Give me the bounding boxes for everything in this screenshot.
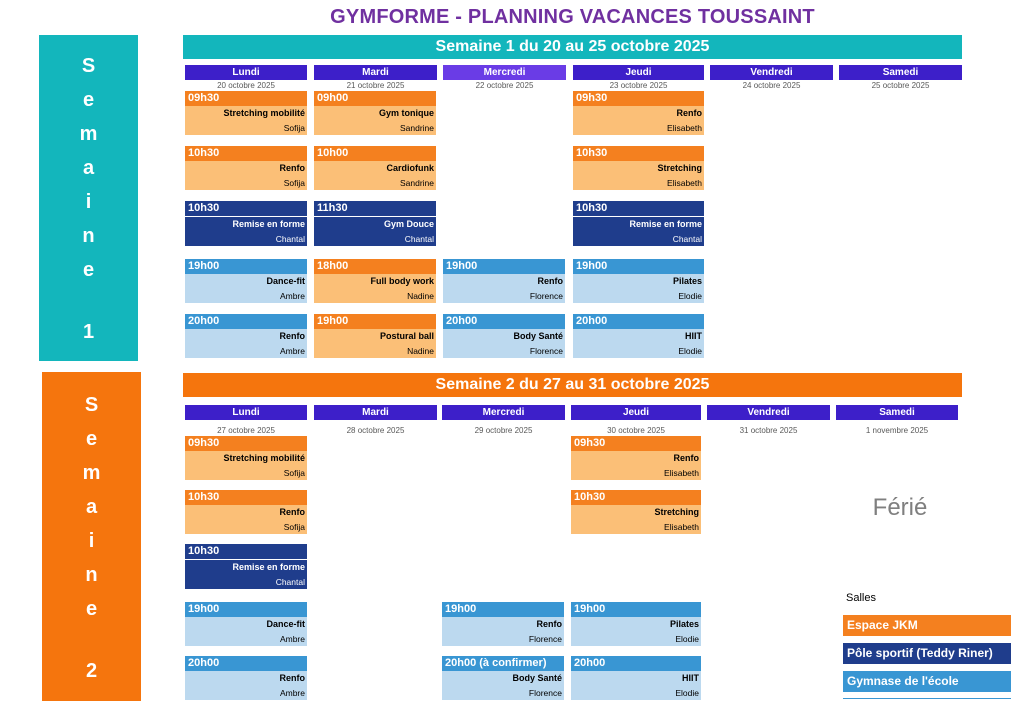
session-card <box>185 656 307 702</box>
session-card <box>314 91 436 137</box>
day-header-lundi: Lundi <box>185 405 307 420</box>
session-coach: Elisabeth <box>573 176 704 190</box>
session-card <box>314 146 436 192</box>
day-header-mardi: Mardi <box>314 65 437 80</box>
sidebar-letter: i <box>88 530 95 552</box>
sidebar-letter: i <box>85 191 92 213</box>
session-activity: Renfo <box>571 451 701 466</box>
session-coach: Sandrine <box>314 176 436 190</box>
session-coach: Nadine <box>314 344 436 358</box>
session-coach: Ambre <box>185 632 307 646</box>
session-time: 10h30 <box>571 490 701 505</box>
session-card <box>443 314 565 360</box>
session-activity: Cardiofunk <box>314 161 436 176</box>
day-header-jeudi: Jeudi <box>571 405 701 420</box>
session-time: 10h00 <box>314 146 436 161</box>
session-time: 10h30 <box>573 146 704 161</box>
session-time: 19h00 <box>185 602 307 617</box>
sidebar-letter: n <box>85 564 98 586</box>
day-date: 1 novembre 2025 <box>865 426 929 435</box>
session-card <box>185 314 307 360</box>
session-coach: Sofija <box>185 176 307 190</box>
day-date: 23 octobre 2025 <box>609 81 668 90</box>
session-coach: Chantal <box>314 232 436 246</box>
session-activity: Pilates <box>573 274 704 289</box>
session-coach: Ambre <box>185 289 307 303</box>
session-time: 10h30 <box>185 544 307 559</box>
session-card <box>185 201 307 247</box>
session-card <box>443 259 565 305</box>
session-activity: Stretching mobilité <box>185 451 307 466</box>
legend-title: Salles <box>846 592 876 604</box>
page-title: GYMFORME - PLANNING VACANCES TOUSSAINT <box>330 6 815 28</box>
session-activity: Renfo <box>573 106 704 121</box>
session-activity: Remise en forme <box>185 559 307 575</box>
session-activity: Renfo <box>185 505 307 520</box>
day-date: 29 octobre 2025 <box>474 426 533 435</box>
sidebar-letter: a <box>85 496 98 518</box>
session-activity: Renfo <box>443 274 565 289</box>
session-time: 10h30 <box>185 146 307 161</box>
session-coach: Elisabeth <box>573 121 704 135</box>
sidebar-letter: a <box>82 157 95 179</box>
session-time: 09h30 <box>571 436 701 451</box>
session-time: 20h00 <box>185 314 307 329</box>
session-card <box>185 259 307 305</box>
session-coach: Sofija <box>185 121 307 135</box>
day-header-mercredi: Mercredi <box>442 405 565 420</box>
session-activity: Pilates <box>571 617 701 632</box>
day-date: 21 octobre 2025 <box>346 81 405 90</box>
day-header-mardi: Mardi <box>314 405 437 420</box>
session-card <box>573 146 704 192</box>
session-time: 20h00 <box>185 656 307 671</box>
day-header-mercredi: Mercredi <box>443 65 566 80</box>
sidebar-letter: n <box>82 225 95 247</box>
session-coach: Elodie <box>573 289 704 303</box>
session-card <box>185 602 307 648</box>
session-card <box>573 314 704 360</box>
session-activity: Postural ball <box>314 329 436 344</box>
session-time: 09h30 <box>185 436 307 451</box>
session-card <box>571 656 701 702</box>
sidebar-letter: m <box>79 123 98 145</box>
day-date: 25 octobre 2025 <box>871 81 930 90</box>
legend-gymnase: Gymnase de l'école <box>843 671 1011 692</box>
session-card <box>185 544 307 590</box>
session-activity: HIIT <box>573 329 704 344</box>
week2-sidebar <box>42 372 141 701</box>
session-activity: Dance-fit <box>185 617 307 632</box>
session-card <box>314 201 436 247</box>
session-time: 09h30 <box>185 91 307 106</box>
day-header-vendredi: Vendredi <box>710 65 833 80</box>
sidebar-letter: e <box>85 428 98 450</box>
session-activity: Remise en forme <box>185 216 307 232</box>
session-activity: Dance-fit <box>185 274 307 289</box>
session-coach: Elodie <box>571 686 701 700</box>
session-coach: Ambre <box>185 686 307 700</box>
session-time: 10h30 <box>185 201 307 216</box>
session-coach: Ambre <box>185 344 307 358</box>
sidebar-letter: 1 <box>82 321 95 343</box>
session-card <box>442 602 564 648</box>
legend-underline <box>843 698 1011 699</box>
session-card <box>314 314 436 360</box>
session-activity: Remise en forme <box>573 216 704 232</box>
sidebar-letter: e <box>82 259 95 281</box>
day-header-jeudi: Jeudi <box>573 65 704 80</box>
session-time: 11h30 <box>314 201 436 216</box>
session-activity: Renfo <box>442 617 564 632</box>
session-card <box>571 490 701 536</box>
session-activity: Body Santé <box>443 329 565 344</box>
session-coach: Sofija <box>185 466 307 480</box>
session-activity: HIIT <box>571 671 701 686</box>
session-coach: Chantal <box>185 575 307 589</box>
session-activity: Gym tonique <box>314 106 436 121</box>
sidebar-letter: m <box>82 462 101 484</box>
session-coach: Elisabeth <box>571 466 701 480</box>
session-coach: Florence <box>442 686 564 700</box>
session-time: 19h00 <box>443 259 565 274</box>
day-header-vendredi: Vendredi <box>707 405 830 420</box>
session-activity: Renfo <box>185 671 307 686</box>
session-coach: Elodie <box>571 632 701 646</box>
session-coach: Florence <box>443 344 565 358</box>
session-activity: Stretching <box>571 505 701 520</box>
day-header-samedi: Samedi <box>836 405 958 420</box>
session-activity: Body Santé <box>442 671 564 686</box>
session-activity: Renfo <box>185 161 307 176</box>
session-time: 19h00 <box>573 259 704 274</box>
session-card <box>571 436 701 482</box>
session-time: 10h30 <box>573 201 704 216</box>
session-time: 19h00 <box>571 602 701 617</box>
sidebar-letter: S <box>81 55 96 77</box>
week1-band: Semaine 1 du 20 au 25 octobre 2025 <box>183 35 962 59</box>
day-date: 28 octobre 2025 <box>346 426 405 435</box>
session-time: 20h00 (à confirmer) <box>442 656 564 671</box>
session-time: 20h00 <box>573 314 704 329</box>
session-card <box>185 436 307 482</box>
session-time: 10h30 <box>185 490 307 505</box>
day-header-lundi: Lundi <box>185 65 307 80</box>
legend-espace-jkm: Espace JKM <box>843 615 1011 636</box>
session-coach: Florence <box>443 289 565 303</box>
session-time: 19h00 <box>314 314 436 329</box>
session-coach: Nadine <box>314 289 436 303</box>
session-card <box>571 602 701 648</box>
session-coach: Elisabeth <box>571 520 701 534</box>
week2-band: Semaine 2 du 27 au 31 octobre 2025 <box>183 373 962 397</box>
day-header-samedi: Samedi <box>839 65 962 80</box>
day-date: 31 octobre 2025 <box>739 426 798 435</box>
session-activity: Stretching mobilité <box>185 106 307 121</box>
session-activity: Full body work <box>314 274 436 289</box>
session-time: 09h30 <box>573 91 704 106</box>
session-coach: Chantal <box>185 232 307 246</box>
session-time: 20h00 <box>571 656 701 671</box>
day-date: 20 octobre 2025 <box>217 81 275 90</box>
day-date: 24 octobre 2025 <box>742 81 801 90</box>
session-time: 18h00 <box>314 259 436 274</box>
session-coach: Florence <box>442 632 564 646</box>
session-time: 19h00 <box>442 602 564 617</box>
day-date: 22 octobre 2025 <box>475 81 534 90</box>
legend-pole-sportif: Pôle sportif (Teddy Riner) <box>843 643 1011 664</box>
session-card <box>573 91 704 137</box>
sidebar-letter: e <box>85 598 98 620</box>
sidebar-letter: e <box>82 89 95 111</box>
session-card <box>185 91 307 137</box>
session-coach: Chantal <box>573 232 704 246</box>
session-card <box>573 201 704 247</box>
day-date: 27 octobre 2025 <box>217 426 275 435</box>
session-card <box>573 259 704 305</box>
session-card <box>314 259 436 305</box>
week1-sidebar <box>39 35 138 361</box>
session-coach: Sofija <box>185 520 307 534</box>
day-date: 30 octobre 2025 <box>607 426 665 435</box>
session-coach: Sandrine <box>314 121 436 135</box>
session-card <box>185 146 307 192</box>
session-card <box>442 656 564 702</box>
holiday-label: Férié <box>872 494 928 521</box>
session-activity: Gym Douce <box>314 216 436 232</box>
sidebar-letter: 2 <box>85 660 98 682</box>
session-card <box>185 490 307 536</box>
session-coach: Elodie <box>573 344 704 358</box>
session-activity: Stretching <box>573 161 704 176</box>
session-time: 09h00 <box>314 91 436 106</box>
session-time: 19h00 <box>185 259 307 274</box>
session-time: 20h00 <box>443 314 565 329</box>
sidebar-letter: S <box>84 394 99 416</box>
session-activity: Renfo <box>185 329 307 344</box>
